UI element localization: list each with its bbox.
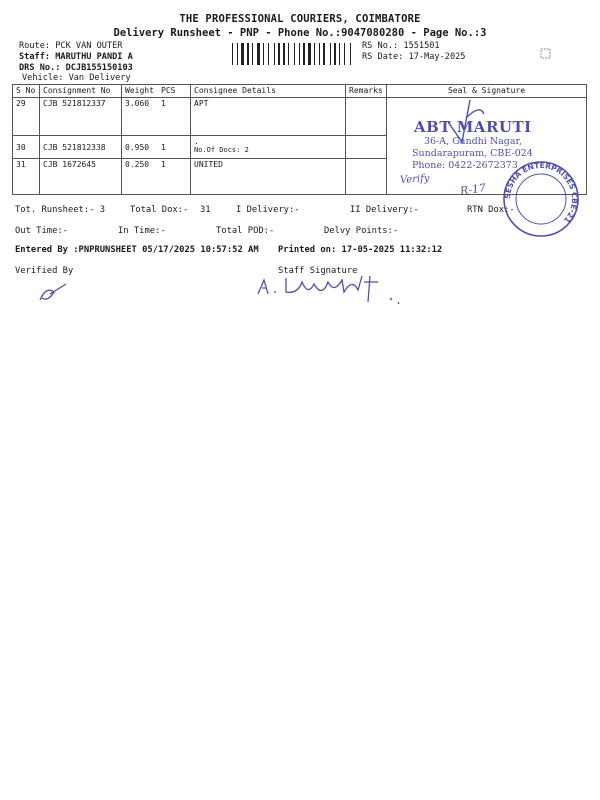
cell-consignment: CJB 521812338 — [40, 136, 122, 159]
cell-pcs: 1 — [158, 159, 191, 195]
tot-runsheet: Tot. Runsheet:- 3 — [15, 205, 106, 215]
cell-weight: 3.060 — [122, 98, 159, 136]
barcode-bar — [339, 43, 340, 65]
col-remarks: Remarks — [346, 85, 387, 98]
entered-by: Entered By :PNPRUNSHEET 05/17/2025 10:57:52 AM — [15, 245, 259, 255]
cell-remarks — [346, 159, 387, 195]
col-consignment: Consignment No — [40, 85, 122, 98]
barcode-bar — [314, 43, 315, 65]
stamp-name: ABT MARUTI — [414, 118, 532, 136]
barcode-bar — [350, 43, 351, 65]
handwritten-ref: R-17 — [459, 181, 487, 198]
rtn-dox: RTN Dox:- — [467, 205, 515, 215]
docs-note: No.Of Docs: 2 — [194, 146, 249, 154]
barcode-bar — [341, 43, 343, 65]
barcode-bar — [250, 43, 251, 65]
col-sno: S No — [13, 85, 40, 98]
staff-signature-label: Staff Signature — [278, 266, 358, 276]
barcode-bar — [299, 43, 300, 65]
barcode-bar — [334, 43, 336, 65]
barcode-bar — [278, 43, 280, 65]
stamp-phone: Phone: 0422-2672373 — [412, 160, 518, 171]
delvy-points: Delvy Points:- — [324, 226, 399, 236]
col-consignee: Consignee Details — [191, 85, 346, 98]
ii-delivery: II Delivery:- — [350, 205, 419, 215]
barcode-bar — [261, 43, 262, 65]
cell-sno: 30 — [13, 136, 40, 159]
barcode-bar — [232, 43, 233, 65]
barcode-bar — [257, 43, 260, 65]
cell-consignee: UNITED — [191, 159, 346, 195]
cell-remarks — [346, 98, 387, 136]
in-time: In Time:- — [118, 226, 166, 236]
barcode-bar — [326, 43, 329, 65]
cell-consignee: APT — [191, 98, 346, 136]
cell-remarks — [346, 136, 387, 159]
barcode-bar — [312, 43, 313, 65]
total-dox-value: 31 — [200, 205, 211, 215]
barcode-bar — [265, 43, 267, 65]
cell-weight: 0.250 — [122, 159, 159, 195]
col-pcs: PCS — [158, 85, 191, 98]
barcode-bar — [237, 43, 238, 65]
col-seal: Seal & Signature — [387, 85, 587, 98]
route-label: Route: PCK VAN OUTER — [19, 41, 123, 51]
total-pod: Total POD:- — [216, 226, 275, 236]
consignee-text: . — [194, 137, 199, 146]
barcode-bar — [316, 43, 318, 65]
barcode-bar — [323, 43, 325, 65]
barcode — [232, 43, 354, 65]
barcode-bar — [306, 43, 307, 65]
barcode-bar — [288, 43, 289, 65]
svg-text:SESHA ENTERPRISES CBE-21 — [503, 161, 579, 225]
barcode-bar — [252, 43, 253, 65]
rs-date: RS Date: 17-May-2025 — [362, 52, 466, 62]
round-seal-icon — [500, 158, 582, 240]
corner-mark-icon — [538, 46, 554, 62]
cell-consignee — [191, 136, 346, 159]
barcode-bar — [276, 43, 277, 65]
signature-scribble-icon — [440, 94, 500, 154]
barcode-bar — [254, 43, 256, 65]
staff-signature-icon — [252, 268, 412, 318]
company-title: THE PROFESSIONAL COURIERS, COIMBATORE — [179, 13, 421, 25]
barcode-bar — [239, 43, 240, 65]
cell-pcs: 1 — [158, 136, 191, 159]
seal-text: SESHA ENTERPRISES CBE-21 — [502, 160, 580, 225]
total-dox-label: Total Dox:- — [130, 205, 189, 215]
cell-consignment: CJB 521812337 — [40, 98, 122, 136]
cell-sno: 31 — [13, 159, 40, 195]
barcode-bar — [308, 43, 311, 65]
barcode-bar — [241, 43, 244, 65]
i-delivery: I Delivery:- — [236, 205, 300, 215]
col-weight: Weight — [122, 85, 159, 98]
barcode-bar — [234, 43, 236, 65]
barcode-bar — [330, 43, 331, 65]
cell-consignment: CJB 1672645 — [40, 159, 122, 195]
barcode-bar — [286, 43, 287, 65]
barcode-bar — [346, 43, 349, 65]
drs-label: DRS No.: DCJB155150103 — [19, 63, 133, 73]
cell-sno: 29 — [13, 98, 40, 136]
barcode-bar — [247, 43, 249, 65]
barcode-bar — [296, 43, 298, 65]
stamp-address-2: Sundarapuram, CBE-024 — [412, 148, 533, 159]
table-header-row — [13, 85, 587, 98]
verified-signature-icon — [36, 280, 72, 306]
barcode-bar — [344, 43, 345, 65]
cell-pcs: 1 — [158, 98, 191, 136]
stamp-address-1: 36-A, Gandhi Nagar, — [424, 136, 523, 147]
rs-number: RS No.: 1551501 — [362, 41, 440, 51]
barcode-bar — [274, 43, 275, 65]
barcode-bar — [321, 43, 322, 65]
verified-by-label: Verified By — [15, 266, 74, 276]
barcode-bar — [263, 43, 264, 65]
barcode-bar — [337, 43, 338, 65]
barcode-bar — [268, 43, 269, 65]
barcode-bar — [301, 43, 302, 65]
barcode-bar — [332, 43, 333, 65]
vehicle-label: Vehicle: Van Delivery — [22, 73, 131, 83]
barcode-bar — [290, 43, 293, 65]
cell-weight: 0.950 — [122, 136, 159, 159]
runsheet-subtitle: Delivery Runsheet - PNP - Phone No.:9047080280 - Page No.:3 — [113, 27, 487, 39]
barcode-bar — [281, 43, 282, 65]
barcode-bar — [294, 43, 295, 65]
barcode-bar — [245, 43, 246, 65]
barcode-bar — [270, 43, 273, 65]
barcode-bar — [319, 43, 320, 65]
barcode-bar — [283, 43, 285, 65]
barcode-bar — [303, 43, 305, 65]
handwritten-verify: Verify — [399, 172, 430, 187]
printed-on: Printed on: 17-05-2025 11:32:12 — [278, 245, 443, 255]
out-time: Out Time:- — [15, 226, 68, 236]
staff-label: Staff: MARUTHU PANDI A — [19, 52, 133, 62]
